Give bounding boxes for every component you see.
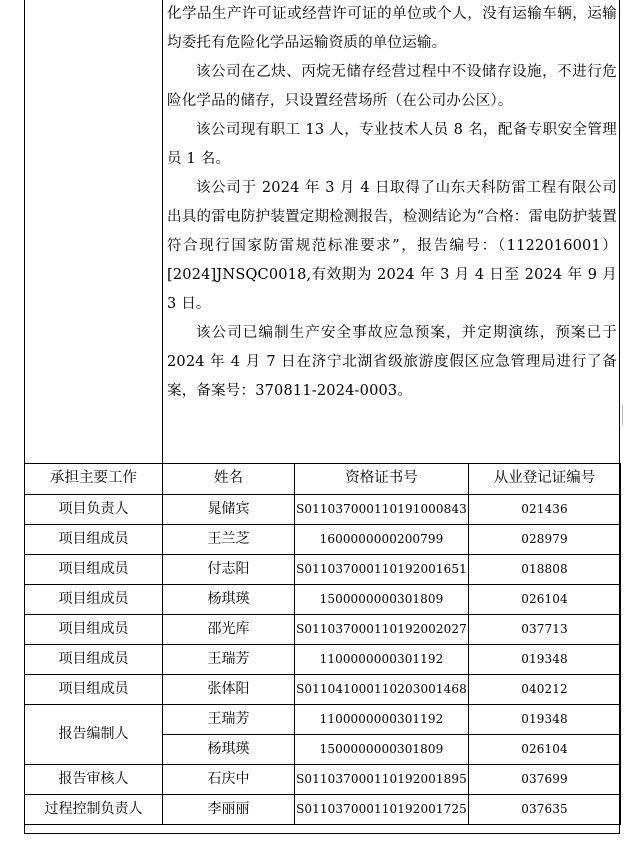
name-cell: 邵光库 <box>163 615 295 645</box>
role-cell: 项目负责人 <box>25 495 163 525</box>
header-cert: 资格证书号 <box>295 464 469 495</box>
table-row <box>25 525 621 555</box>
cert-cell: S011041000110203001468 <box>295 675 469 705</box>
header-name: 姓名 <box>163 464 295 495</box>
role-cell: 过程控制负责人 <box>25 795 163 825</box>
cert-cell: 1100000000301192 <box>295 705 469 735</box>
name-cell: 杨琪瑛 <box>163 585 295 615</box>
reg-cell: 019348 <box>469 645 621 675</box>
reg-cell: 026104 <box>469 735 621 765</box>
reg-cell: 019348 <box>469 705 621 735</box>
table-row <box>25 585 621 615</box>
cert-cell: 1500000000301809 <box>295 585 469 615</box>
role-cell: 报告审核人 <box>25 765 163 795</box>
table-row <box>25 795 621 825</box>
table-header-row <box>25 464 621 495</box>
name-cell: 王瑞芳 <box>163 705 295 735</box>
name-cell: 石庆中 <box>163 765 295 795</box>
role-cell-merged: 报告编制人 <box>25 705 163 765</box>
reg-cell: 018808 <box>469 555 621 585</box>
table-row <box>25 675 621 705</box>
document-frame <box>24 0 620 834</box>
role-cell: 项目组成员 <box>25 585 163 615</box>
table-row <box>25 495 621 525</box>
table-row <box>25 615 621 645</box>
paragraph-transport: 化学品生产许可证或经营许可证的单位或个人，没有运输车辆，运输均委托有危险化学品运输资质的单位运输。 <box>167 6 617 51</box>
reg-cell: 037699 <box>469 765 621 795</box>
page-edge-mark <box>622 405 627 425</box>
paragraph-emergency-plan: 该公司已编制生产安全事故应急预案，并定期演练，预案已于 2024 年 4 月 7 日在济宁北湖省级旅游度假区应急管理局进行了备案，备案号：370811-2024-0003。 <box>167 325 617 399</box>
paragraph-storage: 该公司在乙炔、丙烷无储存经营过程中不设储存设施，不进行危险化学品的储存，只设置经营场所（在公司办公区）。 <box>167 64 617 109</box>
role-cell: 项目组成员 <box>25 645 163 675</box>
name-cell: 王兰芝 <box>163 525 295 555</box>
reg-cell: 028979 <box>469 525 621 555</box>
cert-cell: S011037000110192002027 <box>295 615 469 645</box>
header-reg: 从业登记证编号 <box>469 464 621 495</box>
paragraph-staff: 该公司现有职工 13 人，专业技术人员 8 名，配备专职安全管理员 1 名。 <box>167 122 617 167</box>
reg-cell: 037635 <box>469 795 621 825</box>
reg-cell: 026104 <box>469 585 621 615</box>
role-cell: 项目组成员 <box>25 615 163 645</box>
reg-cell: 040212 <box>469 675 621 705</box>
reg-cell: 021436 <box>469 495 621 525</box>
staff-table <box>24 463 621 825</box>
cert-cell: S011037000110191000843 <box>295 495 469 525</box>
name-cell: 李丽丽 <box>163 795 295 825</box>
company-description-cell <box>167 0 617 406</box>
cert-cell: 1600000000200799 <box>295 525 469 555</box>
reg-cell: 037713 <box>469 615 621 645</box>
paragraph-lightning-protection: 该公司于 2024 年 3 月 4 日取得了山东天科防雷工程有限公司出具的雷电防护装置定期检测报告，检测结论为“合格：雷电防护装置符合现行国家防雷规范标准要求”，报告编号：（1122016001）[2024]JNSQC0018,有效期为 2024 年 3 月 4 日至 2024 年 9 月 3 日。 <box>167 180 617 312</box>
table-row <box>25 705 621 735</box>
name-cell: 付志阳 <box>163 555 295 585</box>
role-cell: 项目组成员 <box>25 675 163 705</box>
cert-cell: S011037000110192001651 <box>295 555 469 585</box>
cert-cell: 1100000000301192 <box>295 645 469 675</box>
header-role: 承担主要工作 <box>25 464 163 495</box>
table-row <box>25 645 621 675</box>
table-row <box>25 555 621 585</box>
role-cell: 项目组成员 <box>25 555 163 585</box>
name-cell: 王瑞芳 <box>163 645 295 675</box>
cert-cell: 1500000000301809 <box>295 735 469 765</box>
name-cell: 张体阳 <box>163 675 295 705</box>
name-cell: 晁储宾 <box>163 495 295 525</box>
cert-cell: S011037000110192001895 <box>295 765 469 795</box>
column-divider <box>162 0 163 463</box>
table-row <box>25 765 621 795</box>
name-cell: 杨琪瑛 <box>163 735 295 765</box>
cert-cell: S011037000110192001725 <box>295 795 469 825</box>
role-cell: 项目组成员 <box>25 525 163 555</box>
